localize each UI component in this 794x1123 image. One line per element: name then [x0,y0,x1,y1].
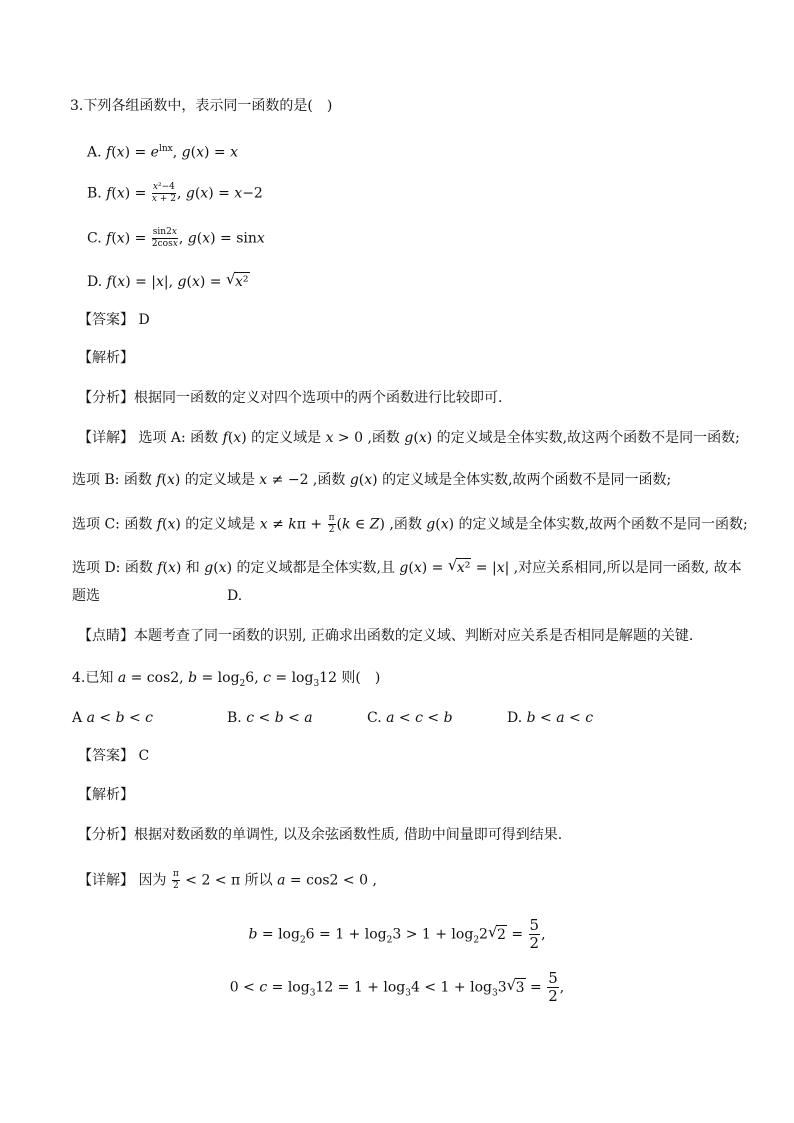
q4-answer: 【答案】 C [78,748,150,764]
q4-option-c: C. a < c < b [367,710,453,726]
q3-detail-d: 选项 D: 函数 f(x) 和 g(x) 的定义域都是全体实数,且 g(x) = √ x² = |x| ,对应关系相同,所以是同一函数, 故本 [72,558,742,577]
q3-detail-d-choice: D. [227,588,243,604]
q3-answer: 【答案】 D [78,312,150,328]
q3-detail-c: 选项 C: 函数 f(x) 的定义域是 x ≠ kπ + $\frac{\pi}{2}$ (k ∈ Z) ,函数 g(x) 的定义域是全体实数,故两个函数不是同一函数; [72,513,748,535]
q3-detail-a: 【详解】 选项 A: 函数 f(x) 的定义域是 x > 0 ,函数 g(x) 的定义域是全体实数,故这两个函数不是同一函数; [78,430,740,446]
q3-option-a: A. $f(x) = e^{lnx}$, g(x) = x [87,144,238,161]
q4-stem: 4.已知 a = cos2, $b = \log_26$, $c = \log_312$ 则( ) [72,670,381,689]
q3-option-d: D. f(x) = |x|, g(x) = √ x² [87,272,250,291]
q4-equation-b: $b = \log_26 = 1 + \log_23 > 1 + \log_22√$ 2 = $\frac{5}{2}$ , [0,918,794,951]
q3-comment: 【点睛】本题考查了同一函数的识别, 正确求出函数的定义域、判断对应关系是否相同是解题的关键. [78,628,694,644]
q3-option-c: C. f(x) = $\frac{\sin 2x}{2\cos x}$ , g(x) = sinx [87,227,265,249]
q3-stem: 3.下列各组函数中，表示同一函数的是( ) [70,98,333,114]
q3-analysis-heading: 【解析】 [78,350,134,366]
q3-option-b: B. f(x) = $\frac{\text{x²−4}}{x + 2}$ , g(x) = x−2 [87,182,263,204]
q4-analysis: 【分析】根据对数函数的单调性, 以及余弦函数性质, 借助中间量即可得到结果. [78,827,563,843]
q4-option-d: D. b < a < c [507,710,594,726]
q4-option-b: B. c < b < a [227,710,313,726]
q4-equation-c: $0 < c = \log_312 = 1 + \log_34 < 1 + \log_33√$ 3 = $\frac{5}{2}$ , [0,971,794,1004]
q3-detail-d-cont: 题选 [72,588,100,604]
q4-analysis-heading: 【解析】 [78,787,134,803]
q3-analysis: 【分析】根据同一函数的定义对四个选项中的两个函数进行比较即可. [78,390,503,406]
q4-detail: 【详解】 因为 $\frac{\pi}{2}$ < 2 < π 所以 a = cos2 < 0 , [78,869,377,891]
q4-option-a: A a < b < c [72,710,154,726]
q3-detail-b: 选项 B: 函数 f(x) 的定义域是 x ≠ −2 ,函数 g(x) 的定义域是全体实数,故两个函数不是同一函数; [72,472,672,488]
